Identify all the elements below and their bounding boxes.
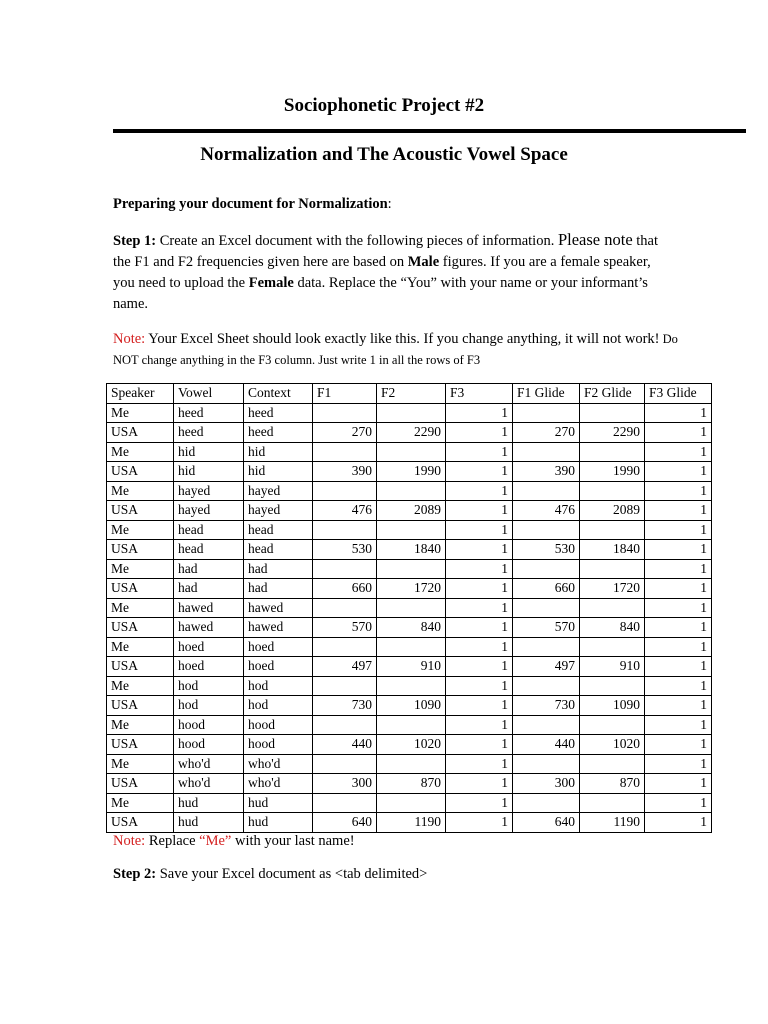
table-cell (377, 676, 446, 696)
table-cell (513, 715, 580, 735)
table-cell (313, 598, 377, 618)
table-cell: 1 (446, 559, 513, 579)
table-cell: hayed (174, 481, 244, 501)
column-header: Speaker (107, 384, 174, 404)
table-cell: hayed (244, 501, 313, 521)
table-row (107, 481, 712, 501)
note-2-text-1: Replace (145, 833, 200, 849)
table-cell: Me (107, 598, 174, 618)
page-subtitle: Normalization and The Acoustic Vowel Space (200, 144, 568, 165)
table-cell: 1 (446, 696, 513, 716)
table-cell: USA (107, 423, 174, 443)
table-cell: 476 (313, 501, 377, 521)
table-row (107, 618, 712, 638)
table-cell (580, 598, 645, 618)
table-cell (313, 676, 377, 696)
step-1-label: Step 1: (113, 233, 157, 249)
table-cell: 270 (513, 423, 580, 443)
table-cell: 1 (645, 442, 712, 462)
table-cell: 1 (446, 657, 513, 677)
preparing-heading-bold: Preparing your document for Normalization (113, 196, 388, 212)
table-cell (513, 520, 580, 540)
table-cell: 1 (446, 735, 513, 755)
table-row (107, 462, 712, 482)
table-cell (313, 637, 377, 657)
table-cell: USA (107, 735, 174, 755)
column-header: F1 (313, 384, 377, 404)
table-cell (377, 403, 446, 423)
column-header: F2 Glide (580, 384, 645, 404)
table-row (107, 793, 712, 813)
table-row (107, 774, 712, 794)
table-cell (313, 442, 377, 462)
table-cell: 870 (377, 774, 446, 794)
table-cell: 1720 (580, 579, 645, 599)
step-2-label: Step 2: (113, 866, 157, 882)
table-cell: Me (107, 754, 174, 774)
note-text-2: Do NOT change anything in the F3 column. Just write 1 in all the rows of F3 (113, 332, 678, 367)
table-cell (580, 403, 645, 423)
column-header: Context (244, 384, 313, 404)
table-cell: hud (174, 813, 244, 833)
table-cell: 1 (645, 793, 712, 813)
table-cell: 1 (645, 520, 712, 540)
table-cell (313, 559, 377, 579)
table-header-row (107, 384, 712, 404)
table-cell (313, 481, 377, 501)
table-cell: 2089 (377, 501, 446, 521)
table-cell: USA (107, 501, 174, 521)
table-cell: 1 (645, 657, 712, 677)
table-cell: 840 (377, 618, 446, 638)
table-cell: 660 (513, 579, 580, 599)
table-cell: who'd (174, 754, 244, 774)
table-cell: 1990 (377, 462, 446, 482)
table-cell: 1 (645, 813, 712, 833)
table-cell (513, 442, 580, 462)
page-title: Sociophonetic Project #2 (283, 95, 485, 116)
table-row (107, 579, 712, 599)
table-cell: hid (244, 442, 313, 462)
table-row (107, 813, 712, 833)
table-cell: 1 (446, 423, 513, 443)
table-cell: hood (174, 735, 244, 755)
table-cell: hud (244, 793, 313, 813)
table-cell: head (244, 520, 313, 540)
table-cell: head (244, 540, 313, 560)
table-cell: 1 (446, 676, 513, 696)
table-cell: 570 (513, 618, 580, 638)
table-cell: 840 (580, 618, 645, 638)
table-cell: who'd (244, 774, 313, 794)
table-cell (513, 754, 580, 774)
table-cell: 1 (645, 540, 712, 560)
table-cell (313, 715, 377, 735)
table-cell: USA (107, 540, 174, 560)
table-cell: 660 (313, 579, 377, 599)
table-cell: hoed (244, 637, 313, 657)
table-cell (513, 481, 580, 501)
table-cell: heed (174, 423, 244, 443)
table-cell: 1 (446, 774, 513, 794)
table-cell: hayed (244, 481, 313, 501)
table-cell: 1 (446, 637, 513, 657)
table-cell (580, 520, 645, 540)
table-cell: had (174, 579, 244, 599)
note-replace-me (113, 831, 355, 852)
table-cell: 1 (645, 774, 712, 794)
table-cell (377, 598, 446, 618)
table-row (107, 501, 712, 521)
table-cell: 1 (446, 813, 513, 833)
table-cell: 1 (446, 462, 513, 482)
note-2-text-2: with your last name! (231, 833, 355, 849)
table-row (107, 559, 712, 579)
table-cell: 1 (645, 696, 712, 716)
table-cell: 1 (645, 715, 712, 735)
note-2-label: Note: (113, 833, 146, 849)
table-cell (377, 715, 446, 735)
table-cell (513, 598, 580, 618)
table-cell: 1 (645, 735, 712, 755)
table-row (107, 676, 712, 696)
column-header: F3 Glide (645, 384, 712, 404)
table-cell: 1 (446, 618, 513, 638)
table-cell (313, 403, 377, 423)
table-cell: heed (244, 423, 313, 443)
column-header: F1 Glide (513, 384, 580, 404)
table-cell: 1 (645, 481, 712, 501)
table-row (107, 754, 712, 774)
table-row (107, 637, 712, 657)
table-cell: 390 (313, 462, 377, 482)
table-cell: hood (244, 735, 313, 755)
table-cell: hid (174, 442, 244, 462)
table-cell: hid (244, 462, 313, 482)
table-cell: USA (107, 579, 174, 599)
table-cell: had (174, 559, 244, 579)
table-cell: hud (244, 813, 313, 833)
table-cell (377, 559, 446, 579)
table-cell: had (244, 579, 313, 599)
table-cell: hod (244, 696, 313, 716)
table-cell: 270 (313, 423, 377, 443)
table-cell: 1190 (377, 813, 446, 833)
column-header: F3 (446, 384, 513, 404)
table-cell: 476 (513, 501, 580, 521)
table-cell: head (174, 540, 244, 560)
table-cell: 1 (446, 403, 513, 423)
me-quote: “Me” (199, 833, 232, 849)
column-header: F2 (377, 384, 446, 404)
table-cell: 440 (313, 735, 377, 755)
note-label: Note: (113, 331, 146, 347)
table-cell (377, 481, 446, 501)
note-paragraph (113, 329, 693, 371)
step-2-paragraph (113, 864, 427, 885)
table-cell: who'd (174, 774, 244, 794)
table-cell: Me (107, 676, 174, 696)
title-divider (113, 129, 746, 133)
table-cell: heed (174, 403, 244, 423)
table-cell (513, 403, 580, 423)
step-1-paragraph (113, 229, 673, 315)
preparing-heading (113, 194, 392, 215)
table-cell (580, 793, 645, 813)
step-1-text-3: figures. If you are a female speaker, you need to upload the (113, 254, 651, 291)
table-row (107, 423, 712, 443)
table-cell (580, 715, 645, 735)
table-cell: hawed (174, 618, 244, 638)
table-cell: 300 (513, 774, 580, 794)
table-cell: 1090 (377, 696, 446, 716)
table-cell: 1 (446, 520, 513, 540)
table-row (107, 735, 712, 755)
table-cell (580, 676, 645, 696)
step-2-text: Save your Excel document as <tab delimited> (156, 866, 428, 882)
table-cell: had (244, 559, 313, 579)
table-cell (377, 793, 446, 813)
step-1-text-1: Create an Excel document with the following pieces of information. (156, 233, 558, 249)
table-cell: 1 (645, 423, 712, 443)
table-cell: 910 (580, 657, 645, 677)
table-cell: Me (107, 793, 174, 813)
table-cell: 1 (645, 462, 712, 482)
table-cell: USA (107, 618, 174, 638)
table-cell: hod (174, 696, 244, 716)
table-cell: 1020 (377, 735, 446, 755)
table-cell: 1020 (580, 735, 645, 755)
table-row (107, 403, 712, 423)
table-cell: 1 (645, 637, 712, 657)
table-cell: USA (107, 696, 174, 716)
table-cell: head (174, 520, 244, 540)
step-1-text-2: that the F1 and F2 frequencies given here are based on (113, 233, 659, 270)
table-cell: hid (174, 462, 244, 482)
male-text: Male (407, 254, 440, 270)
table-cell (377, 637, 446, 657)
table-cell: 2290 (580, 423, 645, 443)
table-cell: Me (107, 442, 174, 462)
table-cell: 1 (645, 501, 712, 521)
table-cell: Me (107, 520, 174, 540)
table-cell: Me (107, 403, 174, 423)
table-cell (377, 754, 446, 774)
table-cell: 440 (513, 735, 580, 755)
table-cell: 1 (446, 754, 513, 774)
table-cell (313, 793, 377, 813)
table-cell (513, 637, 580, 657)
table-cell: 1 (645, 676, 712, 696)
table-cell: 390 (513, 462, 580, 482)
table-cell: 1 (446, 793, 513, 813)
table-cell: hud (174, 793, 244, 813)
table-cell: USA (107, 657, 174, 677)
table-cell: 1840 (580, 540, 645, 560)
female-text: Female (248, 275, 294, 291)
table-cell: 1 (645, 403, 712, 423)
table-cell: Me (107, 715, 174, 735)
step-1-text-4: data. Replace the “You” with your name or your informant’s name. (113, 275, 648, 312)
table-cell: 1190 (580, 813, 645, 833)
table-cell: 1 (645, 618, 712, 638)
note-text-1: Your Excel Sheet should look exactly like this. If you change anything, it will not work! (145, 331, 660, 347)
table-cell: 1 (645, 559, 712, 579)
table-row (107, 696, 712, 716)
table-cell: hawed (244, 598, 313, 618)
table-cell (580, 754, 645, 774)
table-cell: 2089 (580, 501, 645, 521)
table-cell: 2290 (377, 423, 446, 443)
table-cell: 1 (446, 481, 513, 501)
table-cell: 1 (446, 579, 513, 599)
table-cell: USA (107, 774, 174, 794)
table-cell: 1990 (580, 462, 645, 482)
table-cell (377, 520, 446, 540)
table-cell: Me (107, 559, 174, 579)
table-cell: 1 (446, 442, 513, 462)
table-cell: USA (107, 813, 174, 833)
table-cell: 1 (446, 501, 513, 521)
table-cell: 1 (446, 598, 513, 618)
table-cell: 1 (645, 754, 712, 774)
table-cell: 1 (446, 540, 513, 560)
table-row (107, 715, 712, 735)
column-header: Vowel (174, 384, 244, 404)
table-row (107, 540, 712, 560)
table-cell: 640 (513, 813, 580, 833)
table-cell: USA (107, 462, 174, 482)
table-cell: hoed (174, 657, 244, 677)
table-cell: hawed (174, 598, 244, 618)
vowel-data-table (106, 383, 712, 833)
table-row (107, 657, 712, 677)
table-cell: heed (244, 403, 313, 423)
table-cell: 1720 (377, 579, 446, 599)
table-cell: 730 (313, 696, 377, 716)
table-cell: hoed (174, 637, 244, 657)
table-cell: 1 (645, 598, 712, 618)
table-cell: Me (107, 637, 174, 657)
table-row (107, 520, 712, 540)
table-cell: 570 (313, 618, 377, 638)
table-cell: 1 (446, 715, 513, 735)
table-cell: hod (244, 676, 313, 696)
table-row (107, 442, 712, 462)
table-cell: 910 (377, 657, 446, 677)
table-row (107, 598, 712, 618)
table-cell: 530 (513, 540, 580, 560)
table-cell: 870 (580, 774, 645, 794)
table-cell: hayed (174, 501, 244, 521)
table-cell: hood (244, 715, 313, 735)
table-cell (513, 793, 580, 813)
table-cell: 640 (313, 813, 377, 833)
table-cell: 1090 (580, 696, 645, 716)
table-cell: 497 (513, 657, 580, 677)
table-cell: 730 (513, 696, 580, 716)
table-cell (580, 442, 645, 462)
table-cell: 530 (313, 540, 377, 560)
table-cell (513, 676, 580, 696)
table-cell: who'd (244, 754, 313, 774)
table-cell: 1 (645, 579, 712, 599)
preparing-heading-colon: : (387, 196, 392, 212)
table-cell: hawed (244, 618, 313, 638)
table-body (107, 403, 712, 832)
table-cell: hoed (244, 657, 313, 677)
table-cell (513, 559, 580, 579)
table-cell: hood (174, 715, 244, 735)
please-note-text: Please note (557, 230, 633, 249)
table-cell (313, 754, 377, 774)
table-cell (580, 559, 645, 579)
table-cell: 497 (313, 657, 377, 677)
table-cell: 300 (313, 774, 377, 794)
table-cell (313, 520, 377, 540)
table-cell (377, 442, 446, 462)
table-cell: 1840 (377, 540, 446, 560)
table-cell: Me (107, 481, 174, 501)
table-cell (580, 481, 645, 501)
table-cell (580, 637, 645, 657)
table-cell: hod (174, 676, 244, 696)
